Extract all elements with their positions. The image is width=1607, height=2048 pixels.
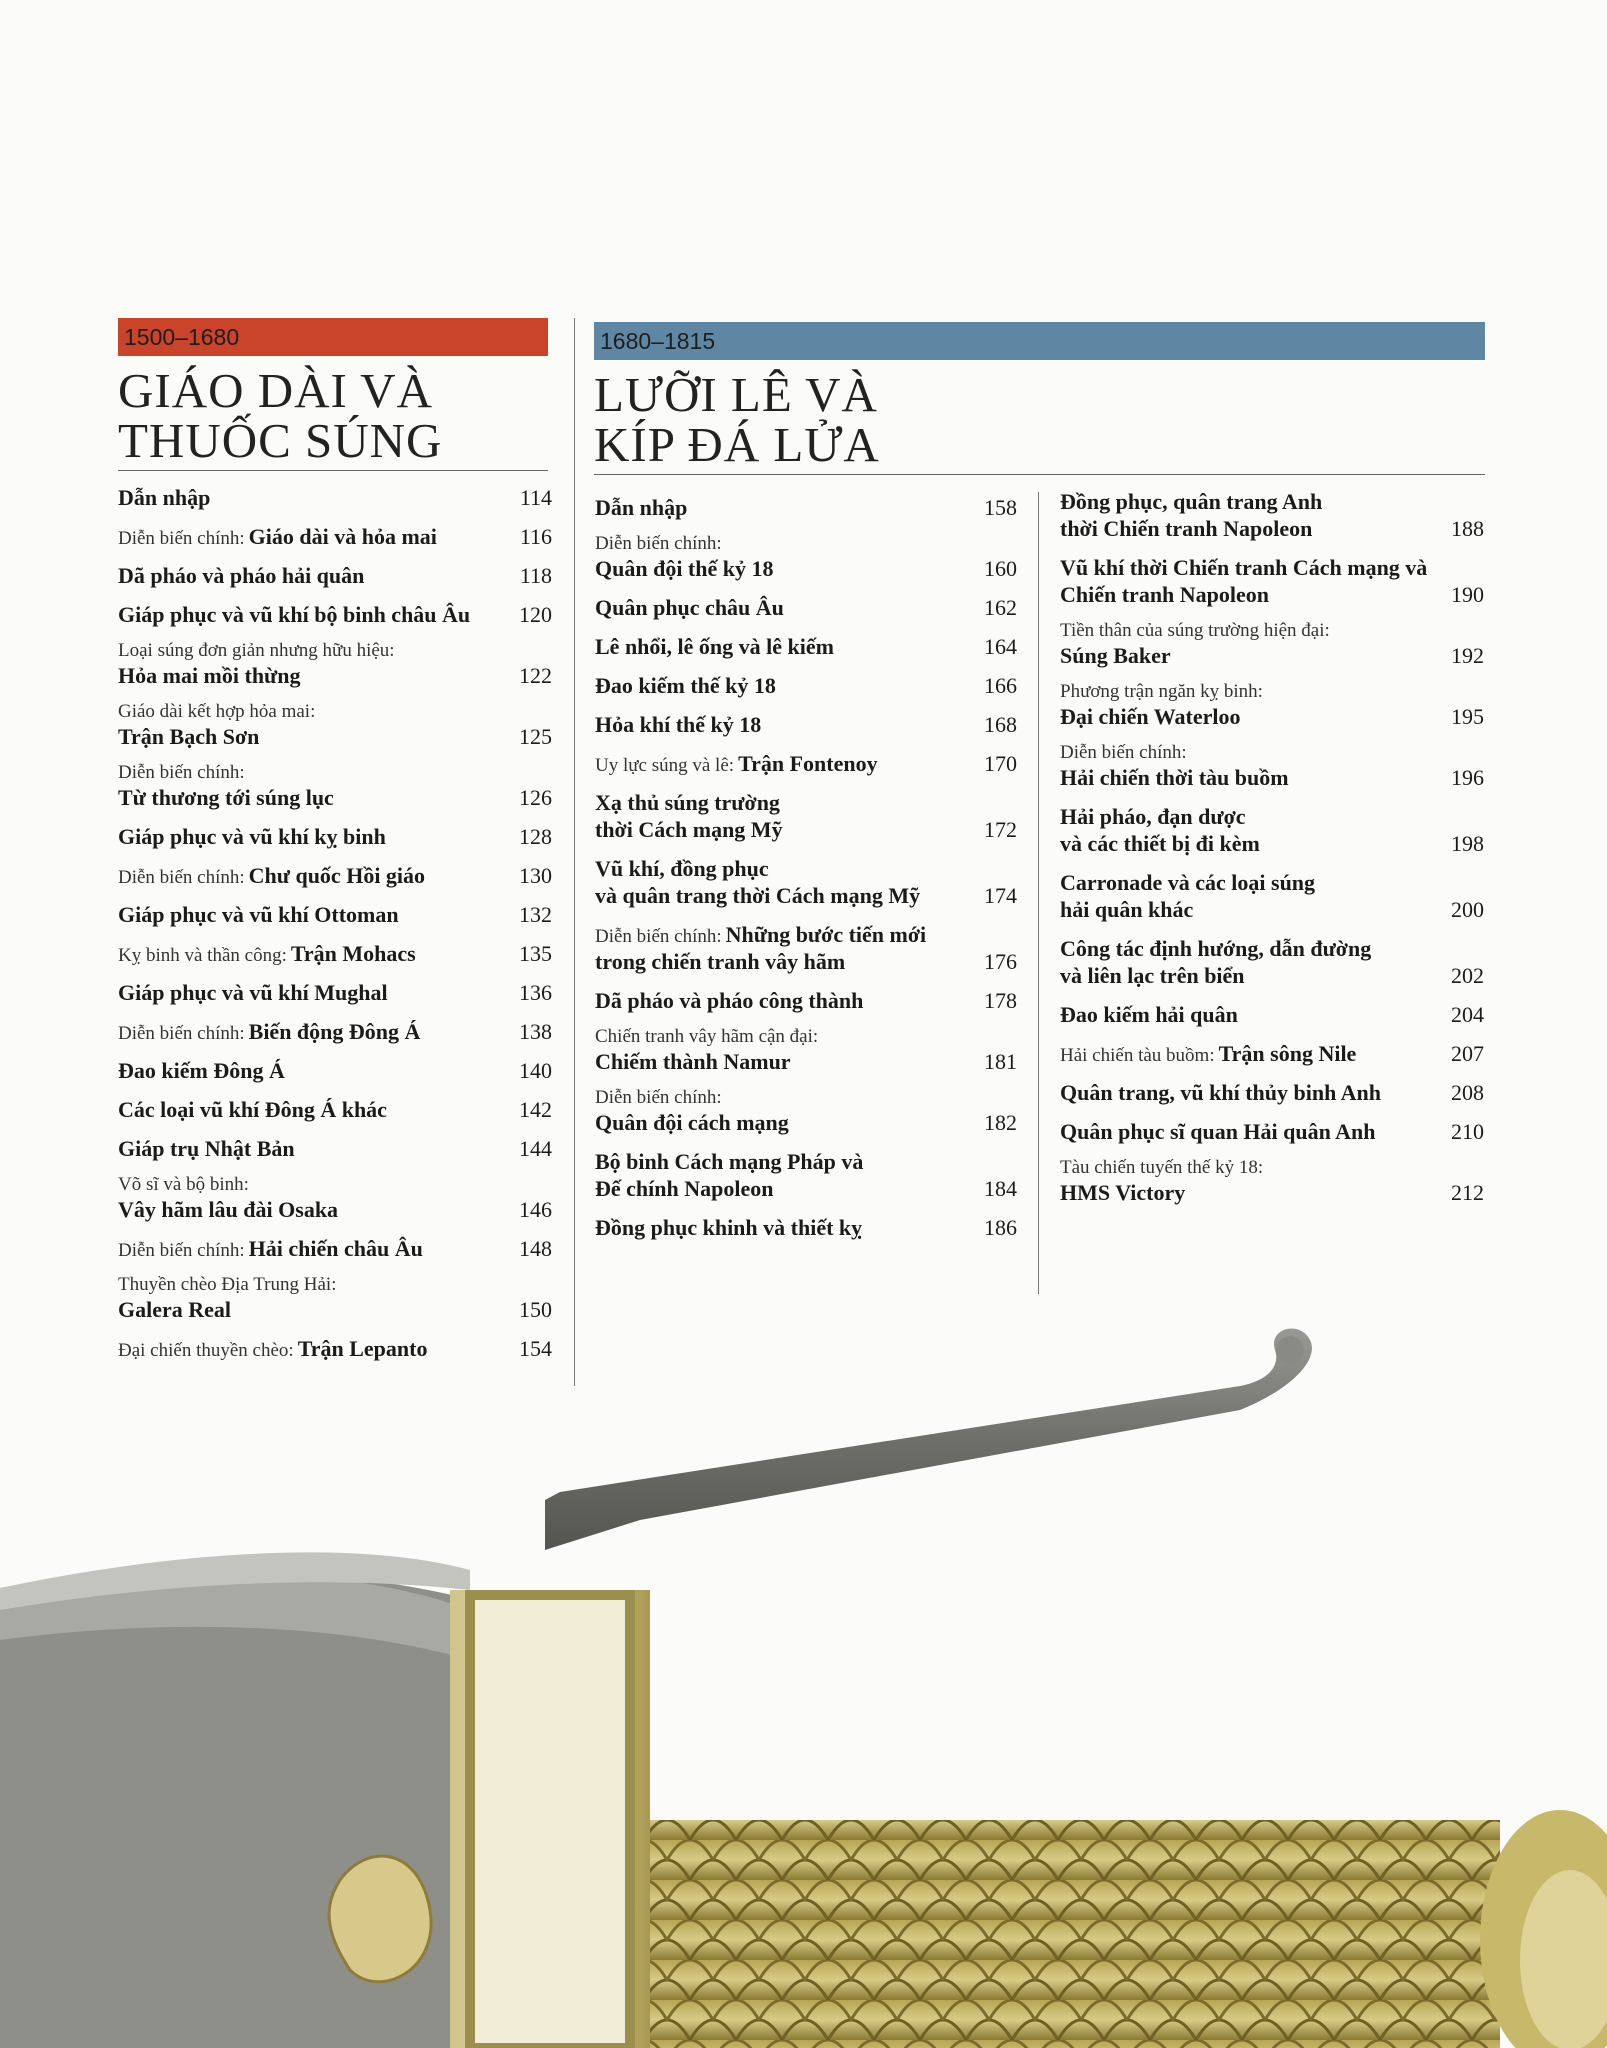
toc-entry[interactable] <box>595 1148 1017 1202</box>
toc-left <box>118 484 552 1374</box>
toc-entry[interactable] <box>1060 1118 1484 1145</box>
entry-title: Giáp phục và vũ khí kỵ binh <box>118 824 386 849</box>
entry-title: Chư quốc Hồi giáo <box>248 863 426 888</box>
toc-entry[interactable] <box>595 921 1017 975</box>
page-number: 182 <box>984 1110 1017 1135</box>
toc-entry[interactable] <box>118 1235 552 1262</box>
toc-entry[interactable] <box>118 1174 552 1223</box>
entry-title: Quân trang, vũ khí thủy binh Anh <box>1060 1080 1381 1105</box>
toc-entry[interactable] <box>118 979 552 1006</box>
entry-title: Giáp phục và vũ khí Ottoman <box>118 902 399 927</box>
page-number: 135 <box>519 941 552 966</box>
page-number: 210 <box>1451 1119 1484 1144</box>
left-section-header <box>118 318 548 471</box>
page-number: 140 <box>519 1058 552 1083</box>
column-divider <box>574 318 575 1386</box>
page-number: 148 <box>519 1236 552 1261</box>
page-number: 164 <box>984 634 1017 659</box>
page-number: 158 <box>984 495 1017 520</box>
entry-title: Quân phục sĩ quan Hải quân Anh <box>1060 1119 1376 1144</box>
entry-kicker: Tiền thân của súng trường hiện đại: <box>1060 620 1330 641</box>
toc-entry[interactable] <box>118 940 552 967</box>
toc-entry[interactable] <box>1060 869 1484 923</box>
page-number: 208 <box>1451 1080 1484 1105</box>
page-number: 118 <box>519 563 552 588</box>
toc-entry[interactable] <box>595 789 1017 843</box>
entry-kicker: Chiến tranh vây hãm cận đại: <box>595 1026 819 1047</box>
entry-title: Đao kiếm Đông Á <box>118 1058 285 1083</box>
column-divider <box>1038 492 1039 1294</box>
page-number: 160 <box>984 556 1017 581</box>
page-number: 138 <box>519 1019 552 1044</box>
entry-title: Các loại vũ khí Đông Á khác <box>118 1097 387 1122</box>
page-number: 212 <box>1451 1180 1484 1205</box>
page-number: 184 <box>984 1176 1017 1201</box>
page-number: 146 <box>519 1197 552 1222</box>
entry-title: Trận Mohacs <box>290 941 416 966</box>
page-number: 200 <box>1451 897 1484 922</box>
page-number: 174 <box>984 883 1017 908</box>
entry-title: Súng Baker <box>1060 643 1171 668</box>
section-title-left <box>118 363 548 471</box>
title-line: LƯỠI LÊ VÀ <box>594 367 878 422</box>
page-number: 188 <box>1451 516 1484 541</box>
toc-entry[interactable] <box>595 750 1017 777</box>
entry-title-cont: và các thiết bị đi kèm <box>1060 831 1260 856</box>
toc-entry[interactable] <box>1060 1040 1484 1067</box>
entry-title: Lê nhổi, lê ống và lê kiếm <box>595 634 834 659</box>
toc-entry[interactable] <box>1060 554 1484 608</box>
page-number: 144 <box>519 1136 552 1161</box>
entry-title-cont: Đế chính Napoleon <box>595 1176 774 1201</box>
toc-entry[interactable] <box>1060 488 1484 542</box>
toc-entry[interactable] <box>1060 620 1484 669</box>
entry-title: Hải chiến thời tàu buồm <box>1060 765 1289 790</box>
era-label-right: 1680–1815 <box>594 322 1485 360</box>
entry-kicker: Diễn biến chính: <box>595 926 722 947</box>
entry-title: Galera Real <box>118 1297 232 1322</box>
entry-title: Trận sông Nile <box>1218 1041 1357 1066</box>
entry-title: Trận Fontenoy <box>738 751 878 776</box>
entry-kicker: Loại súng đơn giản nhưng hữu hiệu: <box>118 640 395 661</box>
entry-title: Hỏa mai mồi thừng <box>118 663 301 688</box>
entry-title-cont: và quân trang thời Cách mạng Mỹ <box>595 883 921 908</box>
toc-right-col2 <box>1060 488 1484 1218</box>
page-number: 114 <box>519 485 552 510</box>
toc-entry[interactable] <box>118 1096 552 1123</box>
toc-entry[interactable] <box>595 987 1017 1014</box>
toc-entry[interactable] <box>1060 935 1484 989</box>
page-number: 170 <box>984 751 1017 776</box>
entry-title: Vây hãm lâu đài Osaka <box>118 1197 339 1222</box>
entry-title: Dẫn nhập <box>118 485 211 510</box>
toc-entry[interactable] <box>595 594 1017 621</box>
entry-kicker: Diễn biến chính: <box>595 533 722 554</box>
toc-entry[interactable] <box>1060 681 1484 730</box>
entry-title-cont: thời Cách mạng Mỹ <box>595 817 783 842</box>
toc-entry[interactable] <box>118 762 552 811</box>
entry-kicker: Tàu chiến tuyến thế kỷ 18: <box>1060 1157 1264 1178</box>
page-number: 128 <box>519 824 552 849</box>
page-number: 172 <box>984 817 1017 842</box>
entry-title-cont: hải quân khác <box>1060 897 1194 922</box>
entry-kicker: Kỵ binh và thần công: <box>118 945 287 966</box>
entry-title-cont: trong chiến tranh vây hãm <box>595 949 846 974</box>
page-number: 166 <box>984 673 1017 698</box>
toc-entry[interactable] <box>1060 1001 1484 1028</box>
entry-title: Trận Lepanto <box>297 1336 428 1361</box>
entry-title: Đồng phục, quân trang Anh <box>1060 489 1323 514</box>
toc-entry[interactable] <box>595 494 1017 521</box>
page-number: 190 <box>1451 582 1484 607</box>
page-number: 130 <box>519 863 552 888</box>
page-number: 195 <box>1451 704 1484 729</box>
entry-title: Từ thương tới súng lục <box>118 785 334 810</box>
entry-title: Trận Bạch Sơn <box>118 724 260 749</box>
entry-kicker: Diễn biến chính: <box>1060 742 1187 763</box>
entry-kicker: Uy lực súng và lê: <box>595 755 735 776</box>
toc-entry[interactable] <box>118 601 552 628</box>
toc-entry[interactable] <box>118 1135 552 1162</box>
entry-title: Dã pháo và pháo hải quân <box>118 563 365 588</box>
page-number: 176 <box>984 949 1017 974</box>
entry-title: Đao kiếm hải quân <box>1060 1002 1238 1027</box>
title-line: KÍP ĐÁ LỬA <box>594 417 880 472</box>
entry-title: Giáp phục và vũ khí bộ binh châu Âu <box>118 602 471 627</box>
entry-title: Giáp phục và vũ khí Mughal <box>118 980 388 1005</box>
entry-title: Xạ thủ súng trường <box>595 790 780 815</box>
toc-entry[interactable] <box>118 484 552 511</box>
entry-kicker: Đại chiến thuyền chèo: <box>118 1340 294 1361</box>
entry-title: Đại chiến Waterloo <box>1060 704 1241 729</box>
entry-kicker: Diễn biến chính: <box>118 867 245 888</box>
page-number: 125 <box>519 724 552 749</box>
page-number: 126 <box>519 785 552 810</box>
toc-entry[interactable] <box>118 640 552 689</box>
toc-entry[interactable] <box>595 855 1017 909</box>
era-label-left: 1500–1680 <box>118 318 548 356</box>
toc-entry[interactable] <box>118 701 552 750</box>
entry-title: Quân đội thế kỷ 18 <box>595 556 774 581</box>
entry-kicker: Phương trận ngăn kỵ binh: <box>1060 681 1263 702</box>
toc-entry[interactable] <box>118 901 552 928</box>
toc-entry[interactable] <box>595 1087 1017 1136</box>
page-number: 168 <box>984 712 1017 737</box>
title-line: GIÁO DÀI VÀ <box>118 363 433 418</box>
entry-kicker: Diễn biến chính: <box>118 762 245 783</box>
entry-kicker: Võ sĩ và bộ binh: <box>118 1174 249 1195</box>
page-number: 162 <box>984 595 1017 620</box>
entry-kicker: Diễn biến chính: <box>118 1240 245 1261</box>
entry-title: Carronade và các loại súng <box>1060 870 1316 895</box>
toc-entry[interactable] <box>118 862 552 889</box>
toc-entry[interactable] <box>1060 1079 1484 1106</box>
right-section-header <box>594 322 1485 475</box>
section-title-right <box>594 367 1485 475</box>
entry-title: Đao kiếm thế kỷ 18 <box>595 673 776 698</box>
entry-title: Quân phục châu Âu <box>595 595 784 620</box>
entry-title: Giáo dài và hỏa mai <box>248 524 437 549</box>
toc-right-col1 <box>595 494 1017 1253</box>
toc-entry[interactable] <box>118 1057 552 1084</box>
page-number: 202 <box>1451 963 1484 988</box>
entry-kicker: Diễn biến chính: <box>118 1023 245 1044</box>
page-number: 204 <box>1451 1002 1484 1027</box>
title-line: THUỐC SÚNG <box>118 413 443 468</box>
entry-title: Đồng phục khinh và thiết kỵ <box>595 1215 863 1240</box>
page-number: 150 <box>519 1297 552 1322</box>
page-number: 122 <box>519 663 552 688</box>
page-number: 120 <box>519 602 552 627</box>
page-number: 181 <box>984 1049 1017 1074</box>
entry-title: Bộ binh Cách mạng Pháp và <box>595 1149 864 1174</box>
toc-entry[interactable] <box>595 1214 1017 1241</box>
toc-entry[interactable] <box>595 633 1017 660</box>
page-number: 207 <box>1451 1041 1484 1066</box>
page-number: 186 <box>984 1215 1017 1240</box>
entry-title: Hải pháo, đạn dược <box>1060 804 1246 829</box>
page-number: 198 <box>1451 831 1484 856</box>
entry-title-cont: thời Chiến tranh Napoleon <box>1060 516 1313 541</box>
toc-entry[interactable] <box>118 523 552 550</box>
entry-title-cont: Chiến tranh Napoleon <box>1060 582 1270 607</box>
entry-title: Hỏa khí thế kỷ 18 <box>595 712 762 737</box>
entry-title: Vũ khí, đồng phục <box>595 856 769 881</box>
page-number: 154 <box>519 1336 552 1361</box>
page-number: 192 <box>1451 643 1484 668</box>
sword-hilt-image <box>0 1320 1607 2048</box>
entry-title: Công tác định hướng, dẫn đường <box>1060 936 1372 961</box>
toc-entry[interactable] <box>118 1018 552 1045</box>
toc-entry[interactable] <box>595 711 1017 738</box>
entry-title: Dẫn nhập <box>595 495 688 520</box>
toc-entry[interactable] <box>1060 1157 1484 1206</box>
entry-title: Hải chiến châu Âu <box>248 1236 423 1261</box>
entry-title: Dã pháo và pháo công thành <box>595 988 864 1013</box>
page-number: 196 <box>1451 765 1484 790</box>
toc-entry[interactable] <box>1060 742 1484 791</box>
entry-kicker: Hải chiến tàu buồm: <box>1060 1045 1215 1066</box>
entry-title: Vũ khí thời Chiến tranh Cách mạng và <box>1060 555 1428 580</box>
toc-entry[interactable] <box>118 1274 552 1323</box>
page-number: 178 <box>984 988 1017 1013</box>
page-number: 116 <box>519 524 552 549</box>
entry-kicker: Diễn biến chính: <box>118 528 245 549</box>
toc-entry[interactable] <box>118 823 552 850</box>
page-number: 132 <box>519 902 552 927</box>
toc-entry[interactable] <box>595 1026 1017 1075</box>
toc-entry[interactable] <box>595 533 1017 582</box>
toc-entry[interactable] <box>118 562 552 589</box>
entry-title: Quân đội cách mạng <box>595 1110 789 1135</box>
entry-kicker: Thuyền chèo Địa Trung Hải: <box>118 1274 337 1295</box>
entry-title-cont: và liên lạc trên biển <box>1060 963 1245 988</box>
entry-title: Giáp trụ Nhật Bản <box>118 1136 295 1161</box>
entry-kicker: Giáo dài kết hợp hỏa mai: <box>118 701 316 722</box>
entry-title: HMS Victory <box>1060 1180 1186 1205</box>
entry-kicker: Diễn biến chính: <box>595 1087 722 1108</box>
toc-entry[interactable] <box>1060 803 1484 857</box>
entry-title: Biến động Đông Á <box>248 1019 421 1044</box>
toc-entry[interactable] <box>595 672 1017 699</box>
page-number: 136 <box>519 980 552 1005</box>
page-number: 142 <box>519 1097 552 1122</box>
entry-title: Những bước tiến mới <box>725 922 927 947</box>
entry-title: Chiếm thành Namur <box>595 1049 791 1074</box>
